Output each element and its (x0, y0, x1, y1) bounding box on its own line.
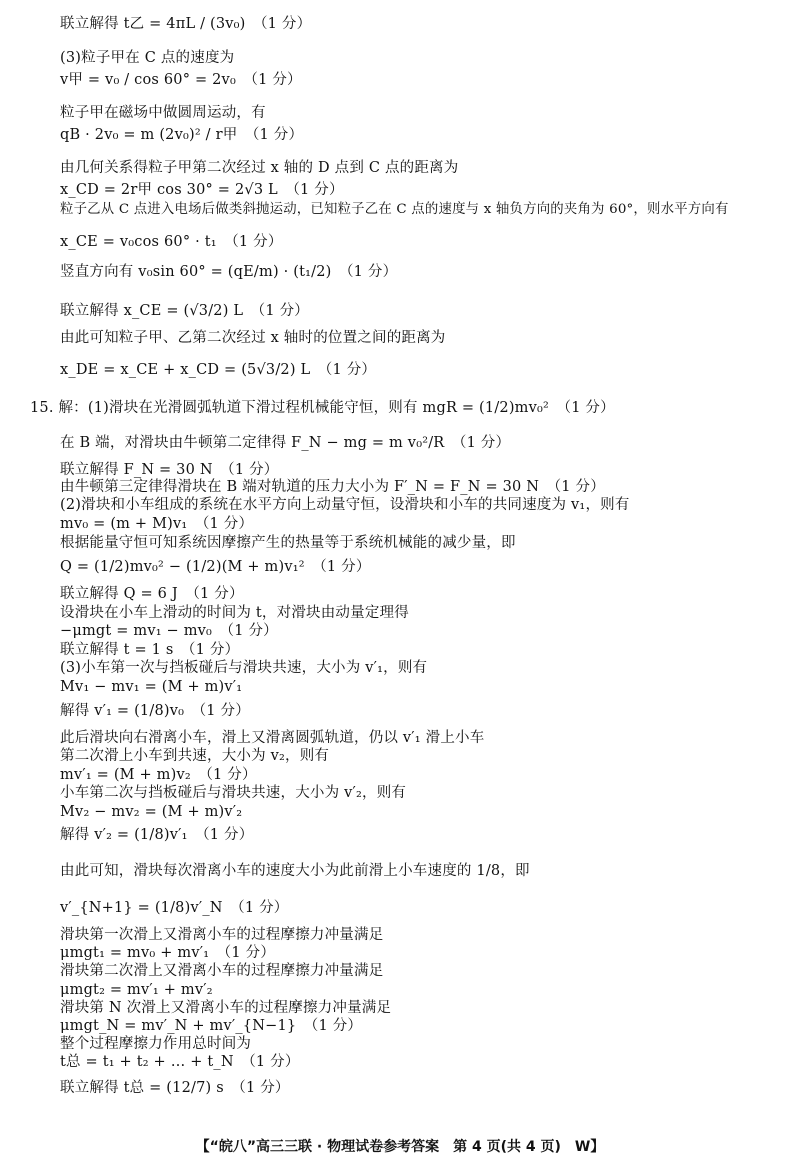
text-line: μmgt₁ = mv₀ + mv′₁ （1 分） (60, 945, 276, 961)
text-line: 滑块第 N 次滑上又滑离小车的过程摩擦力冲量满足 (60, 1000, 392, 1016)
text-line: 在 B 端，对滑块由牛顿第二定律得 F_N − mg = m v₀²/R （1 分） (60, 435, 511, 451)
text-line: 解得 v′₁ = (1/8)v₀ （1 分） (60, 703, 250, 719)
text-line: (3)粒子甲在 C 点的速度为 (60, 50, 235, 66)
text-line: t总 = t₁ + t₂ + … + t_N （1 分） (60, 1054, 300, 1070)
question-15-heading: 15. 解：(1)滑块在光滑圆弧轨道下滑过程机械能守恒，则有 mgR = (1/2)mv₀² （1 分） (30, 400, 615, 416)
text-line: x_CD = 2r甲 cos 30° = 2√3 L （1 分） (60, 182, 344, 198)
text-line: Mv₂ − mv₂ = (M + m)v′₂ (60, 804, 243, 820)
text-line: v′_{N+1} = (1/8)v′_N （1 分） (60, 900, 289, 916)
text-line: 联立解得 x_CE = (√3/2) L （1 分） (60, 303, 309, 319)
text-line: 联立解得 t总 = (12/7) s （1 分） (60, 1080, 290, 1096)
text-line: μmgt_N = mv′_N + mv′_{N−1} （1 分） (60, 1018, 363, 1034)
text-line: 小车第二次与挡板碰后与滑块共速，大小为 v′₂，则有 (60, 785, 407, 801)
text-line: 竖直方向有 v₀sin 60° = (qE/m) · (t₁/2) （1 分） (60, 264, 398, 280)
text-line: 联立解得 t乙 = 4πL / (3v₀) （1 分） (60, 16, 312, 32)
text-line: μmgt₂ = mv′₁ + mv′₂ (60, 982, 213, 998)
text-line: mv₀ = (m + M)v₁ （1 分） (60, 516, 254, 532)
text-line: 根据能量守恒可知系统因摩擦产生的热量等于系统机械能的减少量，即 (60, 535, 516, 551)
text-line: −μmgt = mv₁ − mv₀ （1 分） (60, 623, 278, 639)
text-line: 解得 v′₂ = (1/8)v′₁ （1 分） (60, 827, 254, 843)
text-line: (2)滑块和小车组成的系统在水平方向上动量守恒，设滑块和小车的共同速度为 v₁，则有 (60, 497, 630, 513)
text-line: 整个过程摩擦力作用总时间为 (60, 1036, 252, 1052)
text-line: x_CE = v₀cos 60° · t₁ （1 分） (60, 234, 283, 250)
text-line: 由此可知，滑块每次滑离小车的速度大小为此前滑上小车速度的 1/8，即 (60, 863, 530, 879)
text-line: 由牛顿第三定律得滑块在 B 端对轨道的压力大小为 F′_N = F_N = 30 N （1 分） (60, 479, 605, 495)
text-line: 粒子甲在磁场中做圆周运动，有 (60, 105, 266, 121)
text-line: qB · 2v₀ = m (2v₀)² / r甲 （1 分） (60, 127, 304, 143)
text-line: Q = (1/2)mv₀² − (1/2)(M + m)v₁² （1 分） (60, 559, 371, 575)
text-line: 联立解得 t = 1 s （1 分） (60, 642, 240, 658)
text-line: 设滑块在小车上滑动的时间为 t，对滑块由动量定理得 (60, 605, 409, 621)
text-line: 滑块第一次滑上又滑离小车的过程摩擦力冲量满足 (60, 927, 384, 943)
text-line: (3)小车第一次与挡板碰后与滑块共速，大小为 v′₁，则有 (60, 660, 428, 676)
text-line: 联立解得 Q = 6 J （1 分） (60, 586, 244, 602)
text-line: mv′₁ = (M + m)v₂ （1 分） (60, 767, 257, 783)
text-line: 滑块第二次滑上又滑离小车的过程摩擦力冲量满足 (60, 963, 384, 979)
text-line: 由此可知粒子甲、乙第二次经过 x 轴时的位置之间的距离为 (60, 330, 446, 346)
text-line: Mv₁ − mv₁ = (M + m)v′₁ (60, 679, 243, 695)
text-line: 此后滑块向右滑离小车，滑上又滑离圆弧轨道，仍以 v′₁ 滑上小车 (60, 730, 485, 746)
text-line: 由几何关系得粒子甲第二次经过 x 轴的 D 点到 C 点的距离为 (60, 160, 459, 176)
text-line: v甲 = v₀ / cos 60° = 2v₀ （1 分） (60, 72, 302, 88)
text-line: x_DE = x_CE + x_CD = (5√3/2) L （1 分） (60, 362, 377, 378)
page-footer: 【“皖八”高三三联 · 物理试卷参考答案 第 4 页(共 4 页) W】 (195, 1139, 605, 1155)
text-line: 第二次滑上小车到共速，大小为 v₂，则有 (60, 748, 330, 764)
text-line: 粒子乙从 C 点进入电场后做类斜抛运动，已知粒子乙在 C 点的速度与 x 轴负方向的夹角为 60°，则水平方向有 (60, 202, 729, 217)
text-line: 联立解得 F_N = 30 N （1 分） (60, 462, 279, 478)
